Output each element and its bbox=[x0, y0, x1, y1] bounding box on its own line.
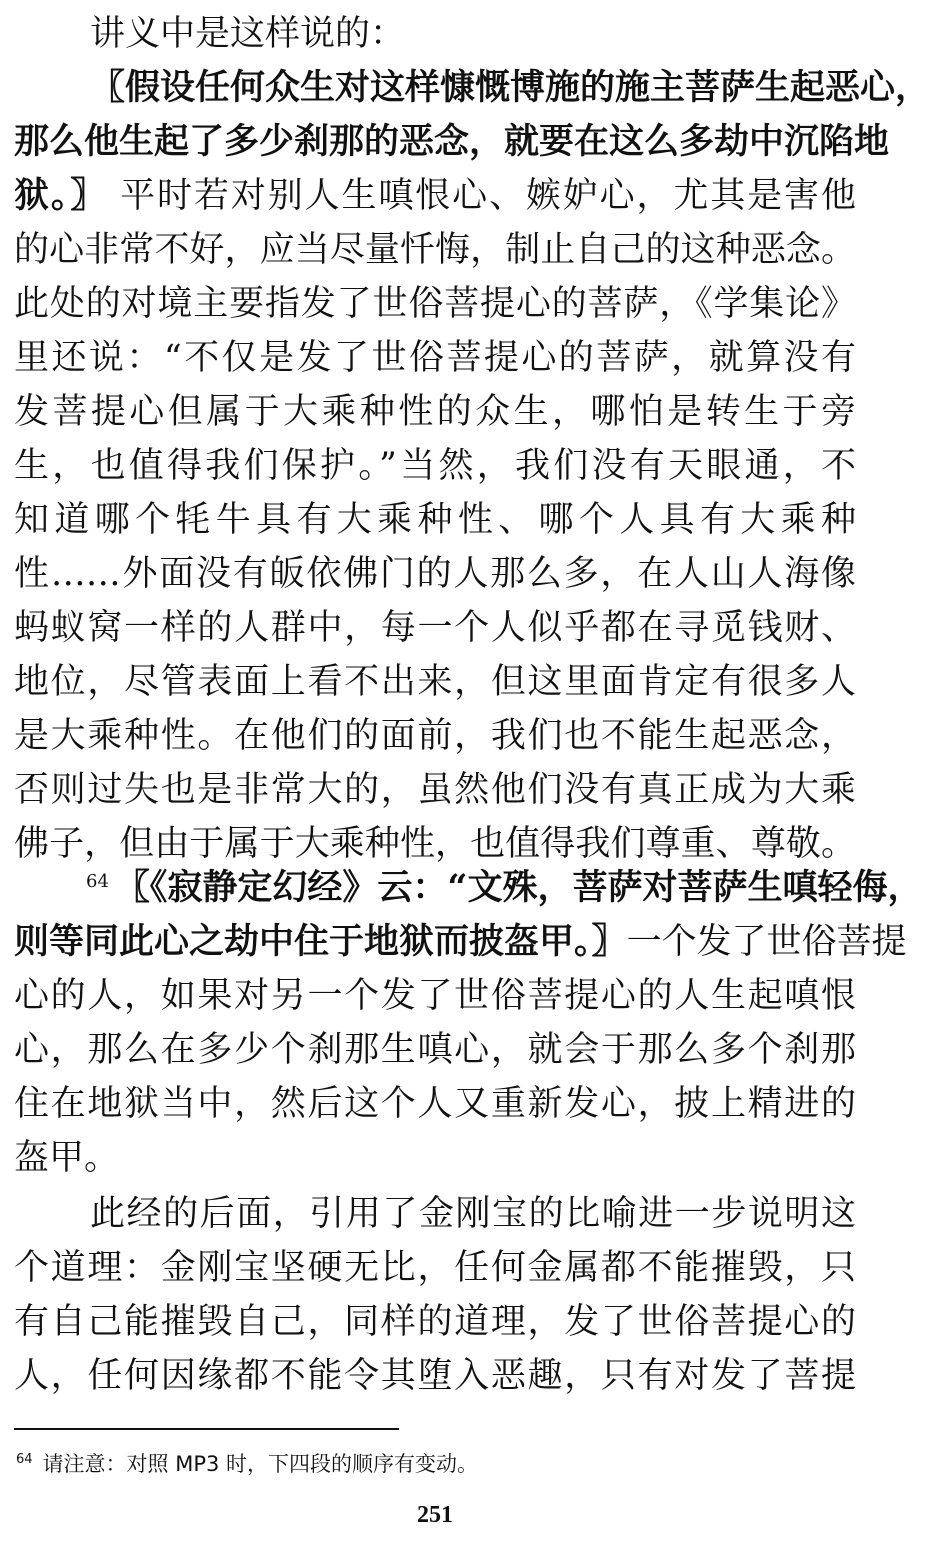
text-line bbox=[14, 921, 907, 962]
text-line: 地位，尽管表面上看不出来，但这里面肯定有很多人 bbox=[14, 662, 856, 702]
text-line: 发菩提心但属于大乘种性的众生，哪怕是转生于旁 bbox=[14, 392, 856, 432]
body-text: 一个发了世俗菩提 bbox=[626, 922, 907, 962]
text-line: 否则过失也是非常大的，虽然他们没有真正成为大乘 bbox=[14, 770, 856, 810]
text-line: 讲义中是这样说的： bbox=[90, 14, 406, 54]
text-line: 性……外面没有皈依佛门的人那么多，在人山人海像 bbox=[14, 554, 856, 594]
text-line: 住在地狱当中，然后这个人又重新发心，披上精进的 bbox=[14, 1084, 856, 1124]
quote-line: 那么他生起了多少刹那的恶念，就要在这么多劫中沉陷地 bbox=[14, 121, 890, 162]
text-line: 个道理：金刚宝坚硬无比，任何金属都不能摧毁，只 bbox=[14, 1248, 856, 1288]
footnote-number: 64 bbox=[16, 1452, 33, 1467]
text-line: 心，那么在多少个刹那生嗔心，就会于那么多个刹那 bbox=[14, 1030, 856, 1070]
quote-text: 狱。〗 bbox=[14, 175, 108, 216]
quote-text: 〖《寂静定幻经》云：“文殊，菩萨对菩萨生嗔轻侮， bbox=[114, 867, 923, 908]
text-line: 生，也值得我们保护。”当然，我们没有天眼通，不 bbox=[14, 446, 856, 486]
footnote-divider bbox=[14, 1428, 399, 1430]
footnote-text: 请注意：对照 MP3 时，下四段的顺序有变动。 bbox=[42, 1452, 479, 1476]
text-line: 此经的后面，引用了金刚宝的比喻进一步说明这 bbox=[90, 1194, 856, 1234]
text-line bbox=[14, 176, 856, 216]
text-line: 的心非常不好，应当尽量忏悔，制止自己的这种恶念。 bbox=[14, 230, 856, 270]
text-line: 人，任何因缘都不能令其堕入恶趣，只有对发了菩提 bbox=[14, 1356, 856, 1396]
text-line: 蚂蚁窝一样的人群中，每一个人似乎都在寻觅钱财、 bbox=[14, 608, 856, 648]
text-line: 此处的对境主要指发了世俗菩提心的菩萨，《学集论》 bbox=[14, 284, 856, 324]
page-number: 251 bbox=[417, 1502, 453, 1528]
quote-line bbox=[86, 867, 923, 908]
quote-text: 则等同此心之劫中住于地狱而披盔甲。〗 bbox=[14, 921, 627, 962]
quote-line: 〖假设任何众生对这样慷慨博施的施主菩萨生起恶心， bbox=[90, 67, 930, 108]
text-line: 有自己能摧毁自己，同样的道理，发了世俗菩提心的 bbox=[14, 1302, 856, 1342]
text-line: 知道哪个牦牛具有大乘种性、哪个人具有大乘种 bbox=[14, 500, 856, 540]
text-line: 里还说：“不仅是发了世俗菩提心的菩萨，就算没有 bbox=[14, 338, 856, 378]
text-line: 是大乘种性。在他们的面前，我们也不能生起恶念， bbox=[14, 716, 856, 756]
footnote-marker: 64 bbox=[86, 871, 109, 892]
text-line: 佛子，但由于属于大乘种性，也值得我们尊重、尊敬。 bbox=[14, 824, 856, 864]
body-text: 平时若对别人生嗔恨心、嫉妒心，尤其是害他 bbox=[120, 176, 856, 216]
text-line: 盔甲。 bbox=[14, 1138, 120, 1178]
text-line: 心的人，如果对另一个发了世俗菩提心的人生起嗔恨 bbox=[14, 976, 856, 1016]
footnote bbox=[16, 1450, 478, 1478]
